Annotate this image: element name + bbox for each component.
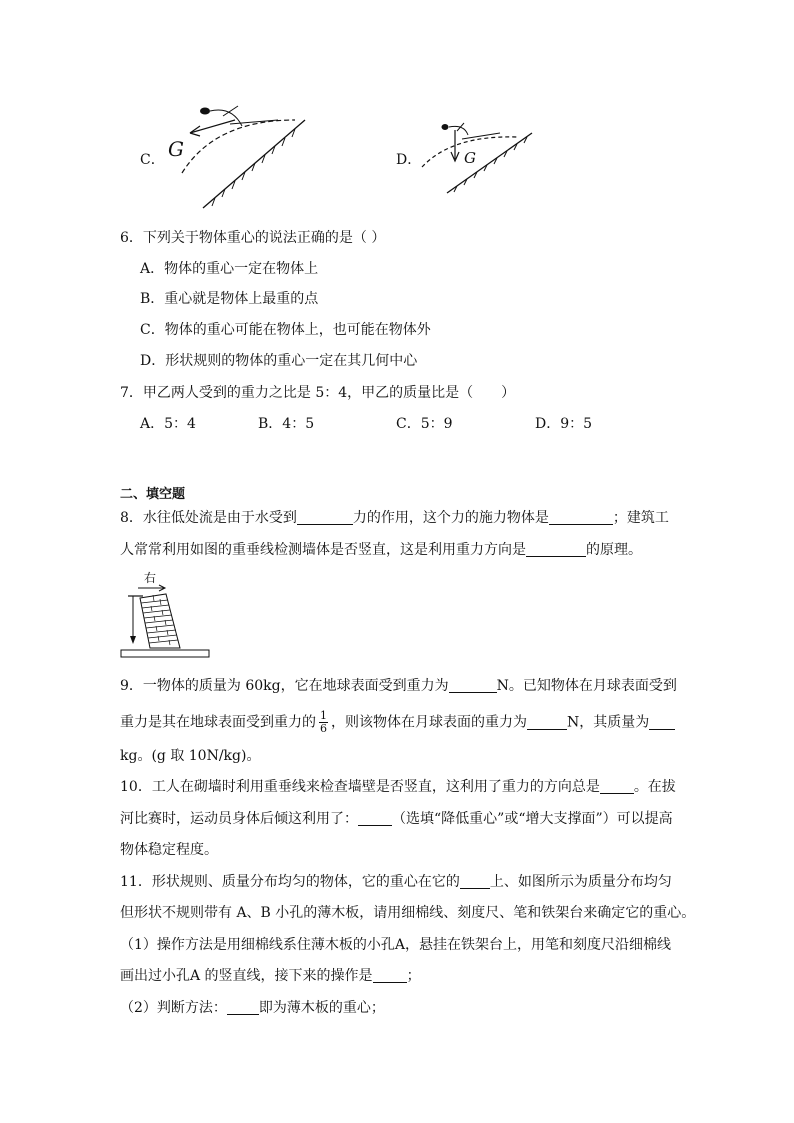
figure-c-g-label: G — [168, 137, 184, 161]
figure-d-slope-diagram — [412, 115, 537, 197]
q10-blank-1[interactable] — [600, 779, 634, 794]
q8-line1: 8．水往低处流是由于水受到 力的作用，这个力的施力物体是 ；建筑工 — [120, 510, 669, 526]
q6-option-a: A．物体的重心一定在物体上 — [140, 261, 319, 277]
q11-line5: （2）判断方法： 即为薄木板的重心； — [120, 1000, 385, 1016]
q7-option-c: C．5：9 — [396, 416, 453, 432]
q6-option-b: B．重心就是物体上最重的点 — [140, 291, 319, 307]
q8-line2: 人常常利用如图的重垂线检测墙体是否竖直，这是利用重力方向是 的原理。 — [120, 542, 642, 558]
section-heading: 二、填空题 — [120, 487, 186, 502]
q11-blank-1[interactable] — [460, 874, 490, 889]
q11-line4: 画出过小孔A 的竖直线，接下来的操作是 ； — [120, 968, 421, 984]
q10-line3: 物体稳定程度。 — [120, 842, 218, 858]
q9-line3: kg。(g 取 10N/kg)。 — [120, 748, 261, 764]
option-d-label: D． — [396, 152, 422, 168]
q7-stem: 7．甲乙两人受到的重力之比是 5：4，甲乙的质量比是（ ） — [120, 385, 516, 401]
q11-line2: 但形状不规则带有 A、B 小孔的薄木板，请用细棉线、刻度尺、笔和铁架台来确定它的重心。 — [120, 905, 696, 921]
q9-line2: 重力是其在地球表面受到重力的 $\frac{1}{6}$ ，则该物体在月球表面的重力为 N，其质量为 — [120, 710, 675, 735]
q7-option-a: A．5：4 — [140, 416, 196, 432]
q11-line1: 11．形状规则、质量分布均匀的物体，它的重心在它的 上、如图所示为质量分布均匀 — [120, 874, 672, 890]
figure-c-slope-diagram — [160, 98, 310, 213]
direction-right-label: 右 — [144, 571, 157, 585]
q6-option-c: C．物体的重心可能在物体上，也可能在物体外 — [140, 322, 431, 338]
q11-blank-2[interactable] — [373, 968, 407, 983]
q8-blank-1[interactable] — [297, 510, 353, 525]
q7-option-d: D．9：5 — [535, 416, 593, 432]
q8-blank-3[interactable] — [526, 542, 586, 557]
q9-line1: 9．一物体的质量为 60kg，它在地球表面受到重力为 N。已知物体在月球表面受到 — [120, 678, 677, 694]
q10-blank-2[interactable] — [358, 811, 392, 826]
q9-blank-3[interactable] — [649, 715, 675, 730]
q10-line2: 河比赛时，运动员身体后倾这利用了： （选填“降低重心”或“增大支撑面”）可以提高 — [120, 811, 673, 827]
q6-stem: 6．下列关于物体重心的说法正确的是（ ） — [120, 230, 386, 246]
one-sixth-fraction: $\frac{1}{6}$ — [320, 709, 327, 735]
q11-blank-3[interactable] — [227, 1000, 259, 1015]
option-c-label: C． — [140, 152, 165, 168]
q8-blank-2[interactable] — [549, 510, 613, 525]
q9-blank-2[interactable] — [527, 715, 567, 730]
q6-option-d: D．形状规则的物体的重心一定在其几何中心 — [140, 353, 418, 369]
q11-line3: （1）操作方法是用细棉线系住薄木板的小孔A，悬挂在铁架台上，用笔和刻度尺沿细棉线 — [120, 937, 672, 953]
figure-d-g-label: G — [464, 149, 476, 167]
q7-option-b: B．4：5 — [258, 416, 315, 432]
plumb-line-wall-diagram — [118, 568, 213, 660]
q9-blank-1[interactable] — [449, 678, 497, 693]
q10-line1: 10．工人在砌墙时利用重垂线来检查墙壁是否竖直，这利用了重力的方向总是 。在拔 — [120, 779, 676, 795]
